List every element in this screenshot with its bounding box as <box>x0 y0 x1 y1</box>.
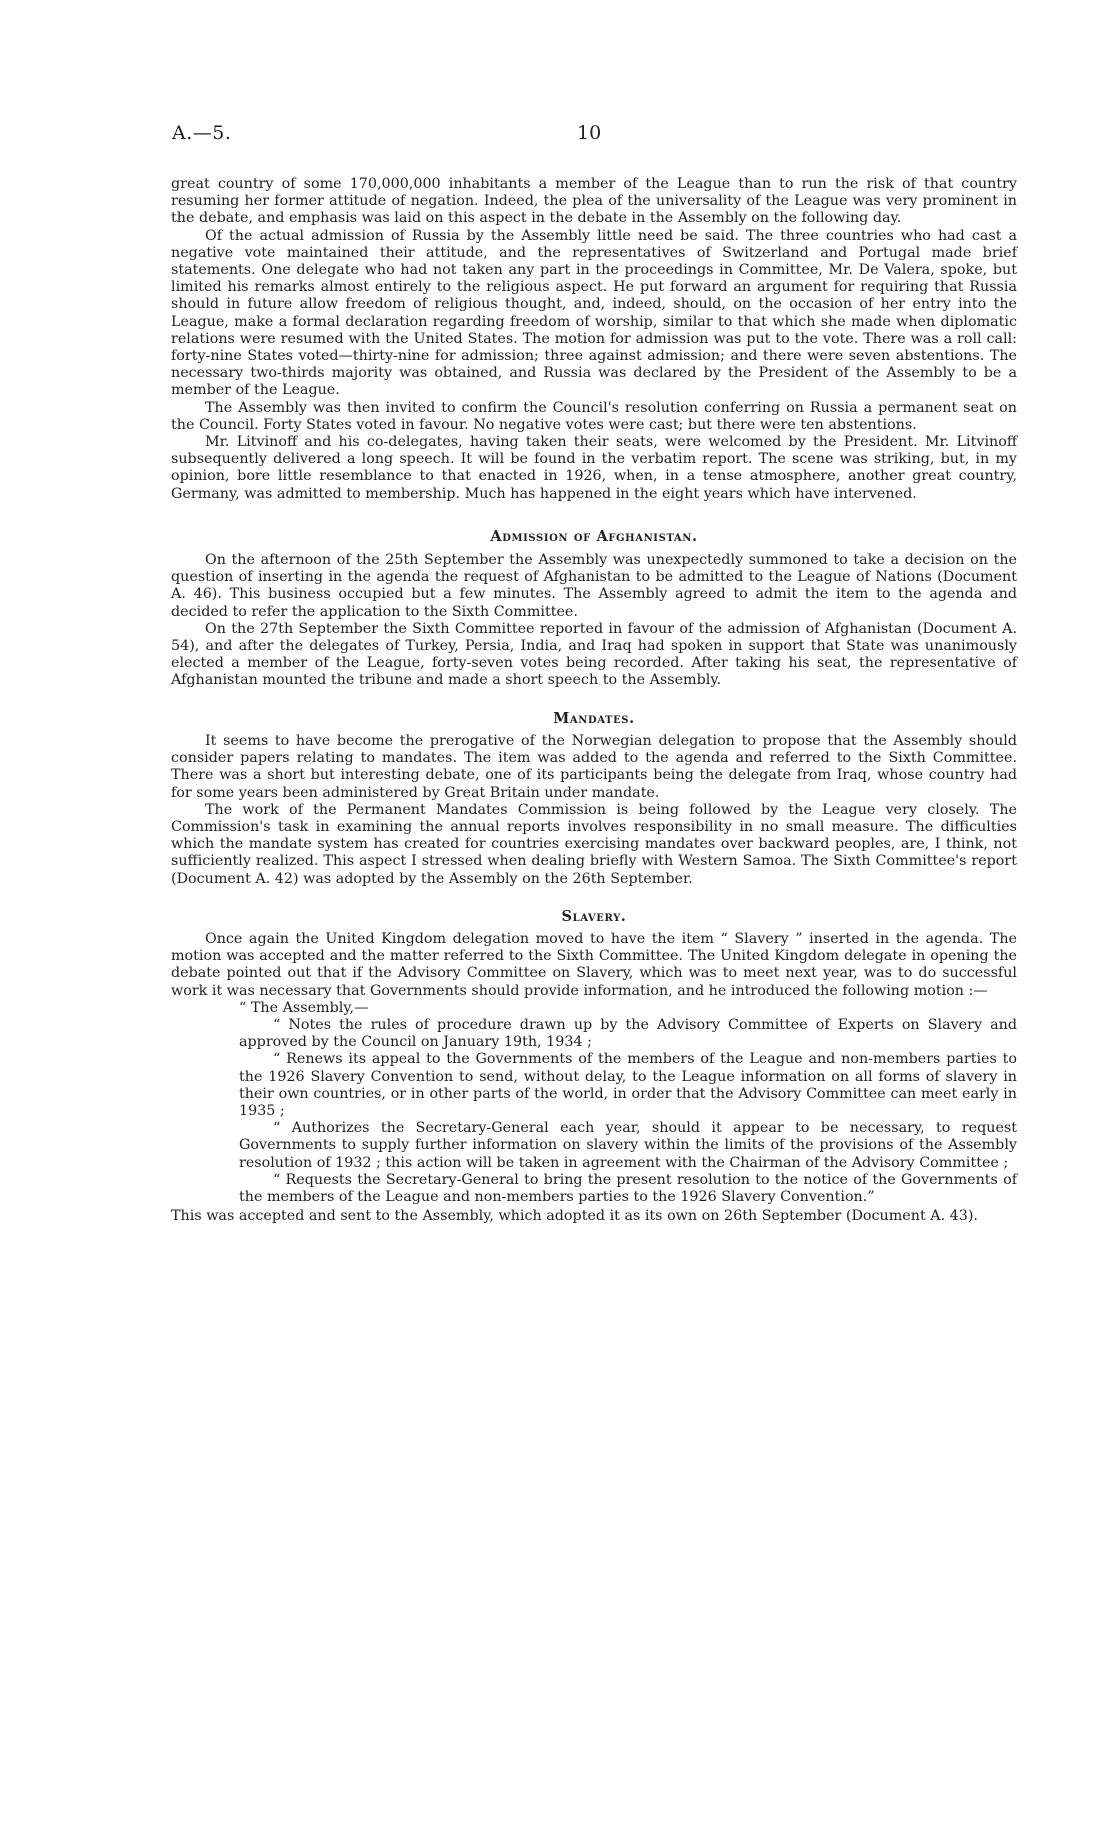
section-heading-mandates: Mandates. <box>553 709 635 727</box>
body-paragraph: Mr. Litvinoff and his co-delegates, having taken their seats, were welcomed by the President. Mr. Litvinoff subsequently delivered a long speech. It will be found in the verbatim report. The scene was striking, but, in my opinion, bore little resemblance to that enacted in 1926, when, in a tense atmosphere, another great country, Germany, was admitted to membership. Much has happened in the eight years which have intervened. <box>171 434 1017 502</box>
motion-clause: “ Requests the Secretary-General to bring the present resolution to the notice of the Governments of the members of the League and non-members parties to the 1926 Slavery Convention.” <box>239 1171 1017 1205</box>
russia-admission-section <box>171 176 1017 503</box>
body-paragraph: Of the actual admission of Russia by the Assembly little need be said. The three countries who had cast a negative vote maintained their attitude, and the representatives of Switzerland and Portugal made brief statements. One delegate who had not taken any part in the proceedings in Committee, Mr. De Valera, spoke, but limited his remarks almost entirely to the religious aspect. He put forward an argument for requiring that Russia should in future allow freedom of religious thought, and, indeed, should, on the occasion of her entry into the League, make a formal declaration regarding freedom of worship, similar to that which she made when diplomatic relations were resumed with the United States. The motion for admission was put to the vote. There was a roll call: forty-nine States voted—thirty-nine for admission; three against admission; and there were seven abstentions. The necessary two-thirds majority was obtained, and Russia was declared by the President of the Assembly to be a member of the League. <box>171 227 1017 399</box>
document-body <box>171 176 1017 1225</box>
closing-paragraph: This was accepted and sent to the Assembly, which adopted it as its own on 26th September (Document A. 43). <box>171 1208 978 1225</box>
body-paragraph: It seems to have become the prerogative of the Norwegian delegation to propose that the Assembly should consider papers relating to mandates. The item was added to the agenda and referred to the Sixth Committee. There was a short but interesting debate, one of its participants being the delegate from Iraq, whose country had for some years been administered by Great Britain under mandate. <box>171 732 1017 801</box>
motion-opening: “ The Assembly,— <box>239 999 369 1016</box>
slavery-section <box>171 908 1017 1226</box>
section-heading-slavery: Slavery. <box>561 907 627 925</box>
page-header <box>168 122 1020 152</box>
motion-clause: “ Notes the rules of procedure drawn up by the Advisory Committee of Experts on Slavery and approved by the Council on January 19th, 1934 ; <box>239 1016 1017 1051</box>
body-paragraph: great country of some 170,000,000 inhabitants a member of the League than to run the risk of that country resuming her former attitude of negation. Indeed, the plea of the universality of the League was very prominent in the debate, and emphasis was laid on this aspect in the debate in the Assembly on the following day. <box>171 176 1017 227</box>
body-paragraph: On the afternoon of the 25th September the Assembly was unexpectedly summoned to take a decision on the question of inserting in the agenda the request of Afghanistan to be admitted to the League of Nations (Document A. 46). This business occupied but a few minutes. The Assembly agreed to admit the item to the agenda and decided to refer the application to the Sixth Committee. <box>171 552 1017 620</box>
motion-quote <box>239 1000 1017 1206</box>
body-paragraph: Once again the United Kingdom delegation moved to have the item “ Slavery ” inserted in the agenda. The motion was accepted and the matter referred to the Sixth Committee. The United Kingdom delegate in opening the debate pointed out that if the Advisory Committee on Slavery, which was to meet next year, was to do successful work it was necessary that Governments should provide information, and he introduced the following motion :— <box>171 930 1017 999</box>
afghanistan-section <box>171 528 1017 690</box>
section-heading-afghanistan: Admission of Afghanistan. <box>490 527 698 545</box>
page-number: 10 <box>577 122 602 144</box>
motion-clause: “ Authorizes the Secretary-General each year, should it appear to be necessary, to request Governments to supply further information on slavery within the limits of the provisions of the Assembly resolution of 1932 ; this action will be taken in agreement with the Chairman of the Advisory Committee ; <box>239 1120 1017 1171</box>
mandates-section <box>171 710 1017 888</box>
document-reference: A.—5. <box>172 122 232 144</box>
body-paragraph: The work of the Permanent Mandates Commission is being followed by the League very closely. The Commission's task in examining the annual reports involves responsibility in no small measure. The difficulties which the mandate system has created for countries exercising mandates over backward peoples, are, I think, not sufficiently realized. This aspect I stressed when dealing briefly with Western Samoa. The Sixth Committee's report (Document A. 42) was adopted by the Assembly on the 26th September. <box>171 801 1017 887</box>
body-paragraph: On the 27th September the Sixth Committee reported in favour of the admission of Afghanistan (Document A. 54), and after the delegates of Turkey, Persia, India, and Iraq had spoken in support that State was unanimously elected a member of the League, forty-seven votes being recorded. After taking his seat, the representative of Afghanistan mounted the tribune and made a short speech to the Assembly. <box>171 620 1017 689</box>
body-paragraph: The Assembly was then invited to confirm the Council's resolution conferring on Russia a permanent seat on the Council. Forty States voted in favour. No negative votes were cast; but there were ten abstentions. <box>171 399 1017 433</box>
motion-clause: “ Renews its appeal to the Governments of the members of the League and non-members parties to the 1926 Slavery Convention to send, without delay, to the League information on all forms of slavery in their own countries, or in other parts of the world, in order that the Advisory Committee can meet early in 1935 ; <box>239 1051 1017 1119</box>
